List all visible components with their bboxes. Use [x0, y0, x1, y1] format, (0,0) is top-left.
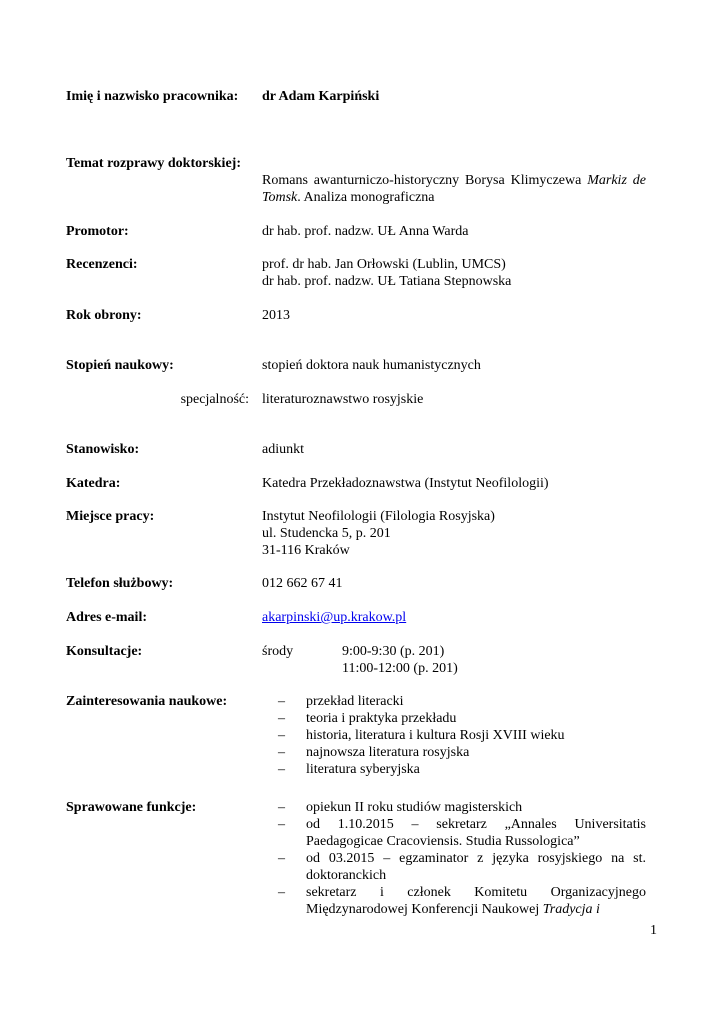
department-value: Katedra Przekładoznawstwa (Instytut Neofilologii): [262, 476, 549, 491]
interests-list: [278, 693, 646, 778]
dash-bullet-icon: –: [278, 694, 285, 709]
list-item: – najnowsza literatura rosyjska: [278, 745, 470, 760]
email-container: [262, 609, 646, 626]
dash-bullet-icon: –: [278, 728, 285, 743]
dash-bullet-icon: –: [278, 817, 285, 832]
phone-value: 012 662 67 41: [262, 576, 343, 591]
specialty-label: specjalność:: [180, 392, 249, 407]
consultations-table: [262, 643, 522, 677]
employee-name: dr Adam Karpiński: [262, 89, 380, 104]
function-last-text: sekretarz i członek Komitetu Organizacyjnego Międzynarodowej Konferencji Naukowej: [306, 885, 646, 917]
dash-bullet-icon: –: [278, 745, 285, 760]
consultation-time: 11:00-12:00 (p. 201): [342, 661, 458, 676]
employee-label: Imię i nazwisko pracownika:: [66, 89, 239, 104]
list-item: – od 1.10.2015 – sekretarz „Annales Universitatis Paedagogicae Cracoviensis. Studia Russologica”: [278, 817, 646, 849]
workplace-line: Instytut Neofilologii (Filologia Rosyjska): [262, 509, 495, 524]
consultation-day-spacer: [262, 660, 342, 677]
function-last-italic: Tradycja i: [542, 902, 600, 917]
thesis-title-part2: . Analiza monograficzna: [297, 190, 435, 205]
list-item: – przekład literacki: [278, 694, 404, 709]
functions-list: [278, 799, 646, 918]
thesis-title: [262, 172, 646, 206]
email-label: Adres e-mail:: [66, 610, 147, 625]
degree-value: stopień doktora nauk humanistycznych: [262, 358, 481, 373]
page-number: 1: [650, 923, 657, 938]
workplace-line: ul. Studencka 5, p. 201: [262, 526, 391, 541]
specialty-value: literaturoznawstwo rosyjskie: [262, 392, 424, 407]
consultation-day: środy: [262, 644, 294, 659]
list-item: – od 03.2015 – egzaminator z języka rosyjskiego na st. doktoranckich: [278, 851, 646, 883]
thesis-title-italic: Markiz de Tomsk: [262, 173, 646, 205]
defense-year-value: 2013: [262, 308, 290, 323]
workplace-line: 31-116 Kraków: [262, 543, 350, 558]
list-item: – historia, literatura i kultura Rosji XVIII wieku: [278, 728, 565, 743]
degree-label: Stopień naukowy:: [66, 358, 174, 373]
department-label: Katedra:: [66, 476, 121, 491]
reviewers-label: Recenzenci:: [66, 257, 138, 272]
reviewer-item: prof. dr hab. Jan Orłowski (Lublin, UMCS): [262, 257, 506, 272]
list-item: – teoria i praktyka przekładu: [278, 711, 457, 726]
position-value: adiunkt: [262, 442, 304, 457]
dash-bullet-icon: –: [278, 851, 285, 866]
position-label: Stanowisko:: [66, 442, 140, 457]
dash-bullet-icon: –: [278, 711, 285, 726]
consultations-label: Konsultacje:: [66, 644, 143, 659]
defense-year-label: Rok obrony:: [66, 308, 142, 323]
list-item: – opiekun II roku studiów magisterskich: [278, 800, 523, 815]
interests-label: Zainteresowania naukowe:: [66, 694, 228, 709]
consultation-row: [262, 643, 522, 660]
functions-label: Sprawowane funkcje:: [66, 800, 197, 815]
consultation-row: [262, 660, 522, 677]
consultation-time: 9:00-9:30 (p. 201): [342, 644, 445, 659]
dash-bullet-icon: –: [278, 762, 285, 777]
workplace-label: Miejsce pracy:: [66, 509, 155, 524]
dash-bullet-icon: –: [278, 800, 285, 815]
workplace-address: [262, 508, 646, 559]
reviewers-list: [262, 256, 646, 290]
reviewer-item: dr hab. prof. nadzw. UŁ Tatiana Stepnowska: [262, 274, 512, 289]
phone-label: Telefon służbowy:: [66, 576, 174, 591]
list-item: – literatura syberyjska: [278, 762, 420, 777]
promotor-value: dr hab. prof. nadzw. UŁ Anna Warda: [262, 224, 469, 239]
thesis-title-part1: Romans awanturniczo-historyczny Borysa Klimyczewa: [262, 173, 588, 188]
list-item: [278, 884, 646, 918]
email-link[interactable]: akarpinski@up.krakow.pl: [262, 610, 407, 625]
thesis-label: Temat rozprawy doktorskiej:: [66, 156, 241, 171]
promotor-label: Promotor:: [66, 224, 129, 239]
dash-bullet-icon: –: [278, 885, 285, 900]
